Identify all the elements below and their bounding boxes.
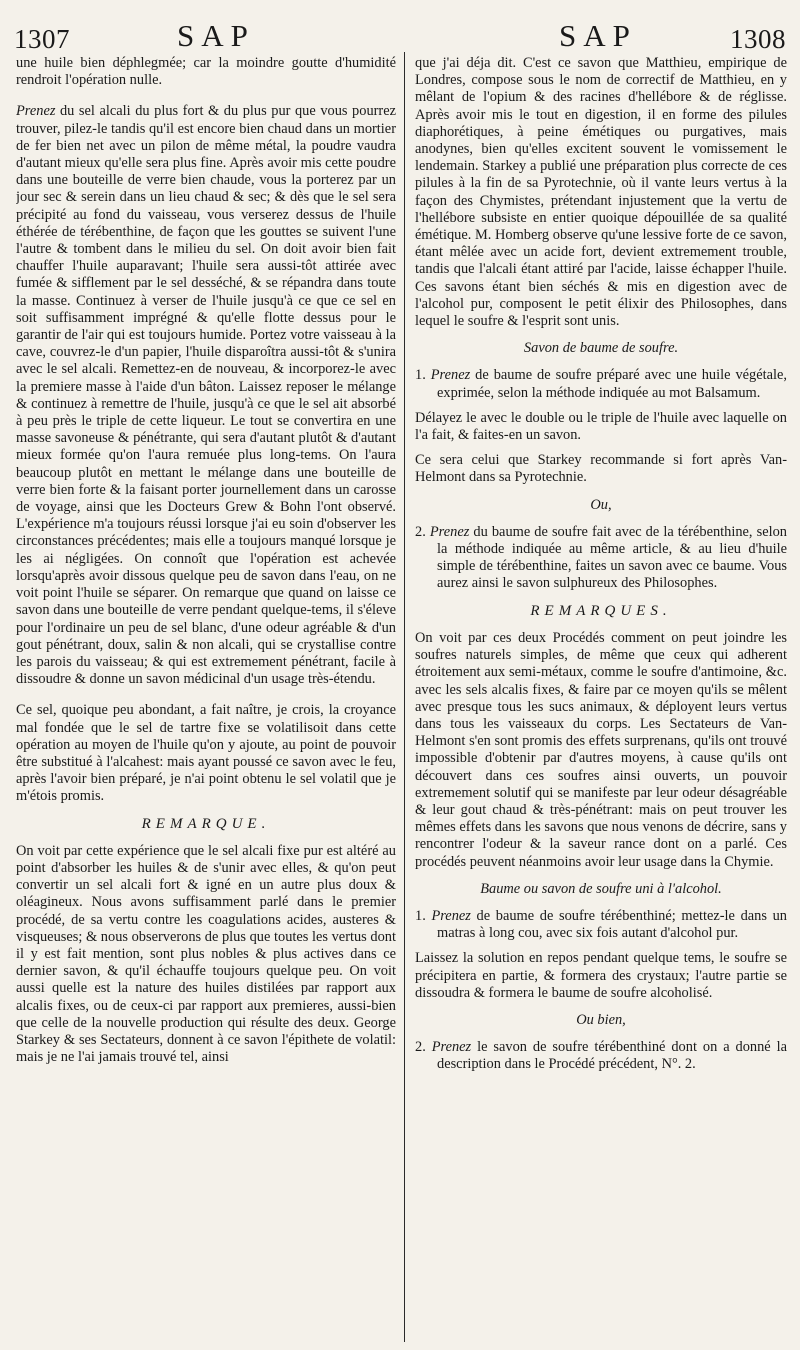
item-text: de baume de soufre préparé avec une huile végétale, exprimée, selon la méthode indiquée au mot Balsamum. [437,367,787,401]
item-lead: Prenez [429,523,470,540]
section-heading: REMARQUES. [530,602,672,619]
item-number: 1. [415,907,426,924]
paragraph: On voit par cette expérience que le sel alcali fixe pur est altéré au point d'absorber les huiles & de s'unir avec elles, & qu'on peut convertir un sel alcali fort & igné en un autre plus doux & oléagineux. Nous avons suffisamment parlé dans le premier procédé, de sa vertu contre les coagulations acides, austeres & visqueuses; & nous observerons de plus que toutes les vertus dont il y est fait mention, sont plus nobles & plus actives dans ce dernier savon, & qu'il échauffe toujours quelque peu. On voit aussi quelle est la nature des huiles distilées par rapport aux alcalis fixes, ou de ceux-ci par rapport aux premieres, aussi-bien que celle de la nouvelle production qui résulte des deux. George Starkey & ses Sectateurs, donnent à ce savon l'épithete de volatil: mais je ne l'ai jamais trouvé tel, ainsi [16,842,396,1066]
item-lead: Prenez [430,367,471,384]
item-number: 2. [415,523,426,540]
paragraph: Délayez le avec le double ou le triple de l'huile avec laquelle on l'a fait, & faites-en un savon. [415,409,787,444]
left-column [16,55,396,1340]
paragraph: que j'ai déja dit. C'est ce savon que Matthieu, empirique de Londres, compose sous le nom de correctif de Matthieu, en y mêlant de l'opium & des racines d'hellébore & de réglisse. Après avoir mis le tout en digestion, il en forme des pilules diaphorétiques, à peine émétiques ou purgatives, mais anodynes, bien qu'elles excitent souvent le vomissement le lendemain. Starkey a publié une préparation plus correcte de ces pilules à la fin de sa Pyrotechnie, où il vante leurs vertus à la façon des Chymistes, prétendant injustement que la vertu de l'hellébore subsiste en entier quoique dépouillée de sa qualité émétique. M. Homberg observe qu'une lessive forte de ce savon, étant mêlée avec un acide fort, devient extremement trouble, tandis que l'alcali étant attiré par l'acide, laisse échapper l'huile. Ces savons étant bien séchés & mis en digestion avec de l'alcohol pur, composent le petit élixir des Philosophes, dans lequel le soufre & l'esprit sont unis. [415,55,787,330]
right-column [415,55,787,1340]
paragraph: une huile bien déphlegmée; car la moindre goutte d'humidité rendroit l'opération nulle. [16,55,396,89]
item-lead: Prenez [431,907,471,924]
item-lead: Prenez [431,1039,472,1056]
numbered-item [415,908,787,942]
paragraph-lead: Prenez [16,103,56,120]
paragraph: Ce sel, quoique peu abondant, a fait naître, je crois, la croyance mal fondée que le sel de tartre fixe se volatilisoit dans cette opération au moyen de l'huile qu'on y ajoute, au point de pouvoir être substitué à l'alcahest: mais ayant poussé ce savon avec le feu, après l'avoir bien préparé, je n'ai point obtenu le sel volatil que je m'étois promis. [16,702,396,805]
page-header [14,14,786,54]
section-heading: Ou, [590,496,612,513]
paragraph: Laissez la solution en repos pendant quelque tems, le soufre se précipitera en partie, & formera des crystaux; l'autre partie se dissoudra & formera le baume de soufre alcoholisé. [415,950,787,1001]
section-heading: REMARQUE. [141,815,271,832]
paragraph-text: du sel alcali du plus fort & du plus pur que vous pourrez trouver, pilez-le tandis qu'il est encore bien chaud dans un mortier de fer bien net avec un pilon de même métal, la poudre vaudra d'autant mieux qu'elle sera plus fine. Après avoir mis cette poudre dans une bouteille de verre bien chaude, vous la porterez par un jour sec & serein dans un lieu chaud & sec; & dès que le sel sera précipité au fond du vaisseau, vous verserez dessus de l'huile éthérée de térébenthine, de façon que les gouttes se suivent l'une l'autre & tombent dans le milieu du sel. On doit avoir bien fait chauffer l'huile auparavant; l'huile sera aussi-tôt attirée avec fumée & sifflement par le sel desséché, & se répandra dans toute la masse. Continuez à verser de l'huile jusqu'à ce que ce sel en soit suffisamment imprégné & qu'elle flotte dessus pour le garantir de l'air qui est toujours humide. Portez votre vaisseau à la cave, couvrez-le d'un papier, l'huile disparoîtra aussi-tôt & s'unira avec le sel alcali. Remettez-en de nouveau, & incorporez-le avec la premiere masse à l'aide d'un bâton. Laissez reposer le mélange & continuez à remettre de l'huile, jusqu'à ce que le sel ait absorbé à peu près le triple de cette liqueur. Le tout se convertira en une masse savoneuse & pénétrante, qui sera d'autant plutôt & d'autant mieux formée qu'on l'aura remuée plus long-tems. On l'aura beaucoup plutôt en mettant le mélange dans une bouteille de verre bien forte & la faisant porter journellement dans un carosse de voyage, ainsi que les Docteurs Grew & Bohn l'ont observé. L'expérience m'a toujours réussi lorsque j'ai eu soin d'observer les circonstances précédentes; mais elle a toujours manqué lorsque je les ai négligées. On connoît que l'opération est achevée lorsqu'après avoir dissous quelque peu de savon dans l'eau, on ne voit point l'huile se séparer. On remarque que quand on laisse ce savon dans une bouteille de verre pendant quelque-tems, il s'éleve pour l'ordinaire un peu de sel blanc, d'une odeur agréable & d'un gout pénétrant, doux, salin & non alcali, qui se crystallise contre les parois du vaisseau; & qui est extremement pénétrant, facile à dissoudre & donne un savon médicinal d'un usage très-étendu. [16,103,396,688]
section-heading: Ou bien, [576,1011,626,1028]
numbered-item [415,1039,787,1073]
left-page-number: 1307 [14,24,70,54]
paragraph: Ce sera celui que Starkey recommande si fort après Van-Helmont dans sa Pyrotechnie. [415,452,787,486]
right-page-number: 1308 [730,24,786,54]
section-heading: Savon de baume de soufre. [523,340,679,357]
item-text: de baume de soufre térébenthiné; mettez-le dans un matras à long cou, avec six fois autant d'alcohol pur. [437,907,787,942]
paragraph [16,103,396,688]
numbered-item [415,524,787,593]
section-heading: Baume ou savon de soufre uni à l'alcohol. [480,880,722,897]
right-running-head: SAP [559,18,637,53]
item-number: 2. [415,1039,426,1056]
item-text: du baume de soufre fait avec de la térébenthine, selon la méthode indiquée au même article, & au lieu d'huile simple de térébenthine, faites un savon avec ce baume. Vous aurez ainsi le savon sulphureux des Philosophes. [437,523,787,592]
column-divider [404,52,405,1342]
item-number: 1. [415,367,426,384]
paragraph: On voit par ces deux Procédés comment on peut joindre les soufres naturels simples, de même que ceux qui adherent étroitement aux semi-métaux, comme le soufre d'antimoine, &c. avec les sels alcalis fixes, & faire par ce moyen qu'ils se mêlent avec presque tous les sucs animaux, & déployent leurs vertus dans tous les vaisseaux du corps. Les Sectateurs de Van-Helmont s'en sont promis des effets surprenans, qu'ils ont trouvé impossible d'obtenir par d'autres moyens, à cause qu'ils ont découvert dans ces soufres ainsi ouverts, un pouvoir extremement solutif qui se manifeste par leur odeur désagréable & leur gout chaud & très-pénétrant: mais on peut trouver les mêmes effets dans les savons que nous venons de décrire, sans y rencontrer l'odeur & la saveur rance dont on a parlé. Ces procédés peuvent néanmoins avoir leur usage dans la Chymie. [415,629,787,870]
numbered-item [415,367,787,401]
item-text: le savon de soufre térébenthiné dont on a donné la description dans le Procédé précédent, N°. 2. [437,1039,787,1073]
left-running-head: SAP [177,18,255,53]
